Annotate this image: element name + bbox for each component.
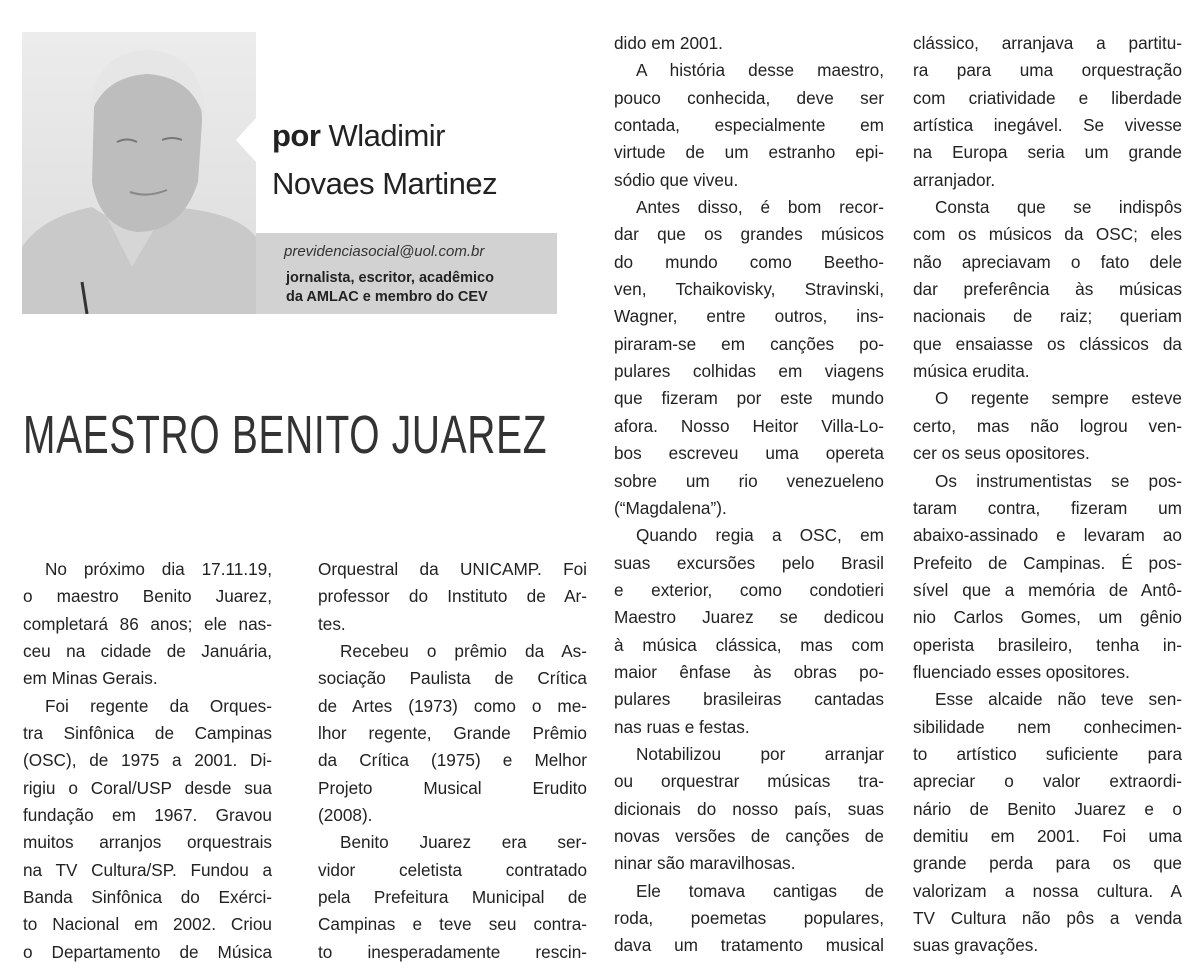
text-line: to Nacional em 2002. Criou xyxy=(23,914,272,935)
text-line: operista brasileiro, tenha in- xyxy=(913,634,1182,655)
text-line: música erudita. xyxy=(913,361,1030,382)
text-line: nacionais de raiz; queriam xyxy=(913,306,1182,327)
text-line: Campinas e teve seu contra- xyxy=(318,914,587,935)
text-line: Consta que se indispôs xyxy=(935,197,1182,218)
text-line: Notabilizou por arranjar xyxy=(636,743,884,764)
text-line: e exterior, como condotieri xyxy=(614,579,884,600)
text-line: No próximo dia 17.11.19, xyxy=(45,559,272,579)
author-last-name: Novaes Martinez xyxy=(272,166,498,201)
text-line: to inesperadamente rescin- xyxy=(318,941,587,962)
text-line: bos escreveu uma opereta xyxy=(614,443,884,464)
author-bio xyxy=(286,269,494,307)
text-line: ninar são maravilhosas. xyxy=(614,853,796,874)
paragraph xyxy=(913,385,1182,467)
text-line: Os instrumentistas se pos- xyxy=(935,470,1182,491)
text-line: com os músicos da OSC; eles xyxy=(913,224,1182,245)
author-byline xyxy=(272,112,497,208)
text-line: Quando regia a OSC, em xyxy=(636,525,884,546)
text-line: sódio que viveu. xyxy=(614,169,739,190)
text-line: ceu na cidade de Januária, xyxy=(23,641,272,662)
text-line: arranjador. xyxy=(913,169,996,190)
text-line: Ele tomava cantigas de xyxy=(636,880,884,901)
text-line: Antes disso, é bom recor- xyxy=(636,197,884,218)
text-line: contada, especialmente em xyxy=(614,115,884,136)
text-line: à música clássica, mas com xyxy=(614,634,884,655)
text-line: novas versões de canções de xyxy=(614,825,884,846)
paragraph xyxy=(614,522,884,741)
text-line: sibilidade nem conhecimen- xyxy=(913,716,1182,737)
text-line: valorizam a nossa cultura. A xyxy=(913,880,1182,901)
text-line: taram contra, fizeram um xyxy=(913,497,1182,518)
text-line: lhor regente, Grande Prêmio xyxy=(318,723,587,744)
author-portrait-image xyxy=(22,32,256,314)
text-line: nio Carlos Gomes, um gênio xyxy=(913,607,1182,628)
paragraph xyxy=(614,194,884,522)
text-line: clássico, arranjava a partitu- xyxy=(913,33,1182,53)
paragraph xyxy=(318,556,587,638)
text-line: Orquestral da UNICAMP. Foi xyxy=(318,559,587,579)
text-line: TV Cultura não pôs a venda xyxy=(913,908,1182,928)
paragraph xyxy=(913,468,1182,687)
article-column-4 xyxy=(913,30,1182,960)
text-line: professor do Instituto de Ar- xyxy=(318,586,587,607)
text-line: o maestro Benito Juarez, xyxy=(23,586,272,607)
text-line: dicionais do nosso país, suas xyxy=(614,798,884,819)
text-line: muitos arranjos orquestrais xyxy=(23,832,272,853)
text-line: abaixo-assinado e levaram ao xyxy=(913,525,1182,546)
paragraph xyxy=(614,30,884,57)
text-line: suas gravações. xyxy=(913,935,1039,956)
text-line: dava um tratamento musical xyxy=(614,935,884,956)
text-line: dar que os grandes músicos xyxy=(614,224,884,245)
paragraph xyxy=(614,57,884,194)
text-line: fundação em 1967. Gravou xyxy=(23,805,272,826)
text-line: Recebeu o prêmio da As- xyxy=(340,641,587,662)
text-line: maior ênfase às obras po- xyxy=(614,661,884,682)
paragraph xyxy=(318,829,587,966)
text-line: que fizeram por este mundo xyxy=(614,388,884,409)
author-first-name: Wladimir xyxy=(328,118,445,153)
text-line: certo, mas não logrou ven- xyxy=(913,415,1182,436)
author-photo xyxy=(22,32,256,314)
text-line: tes. xyxy=(318,613,346,634)
paragraph xyxy=(614,741,884,878)
byline-prefix: por xyxy=(272,118,321,153)
text-line: dido em 2001. xyxy=(614,33,723,53)
text-line: virtude de um estranho epi- xyxy=(614,142,884,163)
text-line: com criatividade e liberdade xyxy=(913,87,1182,108)
paragraph xyxy=(23,556,272,693)
text-line: pulares brasileiras cantadas xyxy=(614,689,884,710)
text-line: suas excursões pelo Brasil xyxy=(614,552,884,573)
text-line: em Minas Gerais. xyxy=(23,668,158,689)
text-line: A história desse maestro, xyxy=(636,60,884,81)
text-line: (“Magdalena”). xyxy=(614,497,727,518)
paragraph xyxy=(23,693,272,966)
text-line: dar preferência às músicas xyxy=(913,279,1182,300)
text-line: nário de Benito Juarez e o xyxy=(913,798,1182,819)
text-line: Benito Juarez era ser- xyxy=(340,832,587,853)
text-line: que ensaiasse os clássicos da xyxy=(913,333,1182,354)
text-line: Projeto Musical Erudito xyxy=(318,777,587,798)
text-line: Foi regente da Orques- xyxy=(45,695,272,716)
text-line: pela Prefeitura Municipal de xyxy=(318,887,587,908)
article-column-3 xyxy=(614,30,884,960)
text-line: da Crítica (1975) e Melhor xyxy=(318,750,587,771)
text-line: pouco conhecida, deve ser xyxy=(614,87,884,108)
text-line: nas ruas e festas. xyxy=(614,716,750,737)
photo-notch xyxy=(236,118,256,162)
text-line: cer os seus opositores. xyxy=(913,443,1090,464)
article-headline: MAESTRO BENITO JUAREZ xyxy=(23,405,548,465)
text-line: sível que a memória de Antô- xyxy=(913,579,1182,600)
paragraph xyxy=(913,686,1182,959)
text-line: (2008). xyxy=(318,805,373,826)
text-line: não apreciavam o fato dele xyxy=(913,251,1182,272)
text-line: rigiu o Coral/USP desde sua xyxy=(23,777,272,798)
author-bio-line: da AMLAC e membro do CEV xyxy=(286,289,488,305)
text-line: to artístico suficiente para xyxy=(913,743,1182,764)
author-email[interactable]: previdenciasocial@uol.com.br xyxy=(284,243,485,260)
text-line: Esse alcaide não teve sen- xyxy=(935,689,1182,710)
text-line: piraram-se em canções po- xyxy=(614,333,884,354)
text-line: vidor celetista contratado xyxy=(318,859,587,880)
text-line: na Europa seria um grande xyxy=(913,142,1182,163)
text-line: do mundo como Beetho- xyxy=(614,251,884,272)
text-line: afora. Nosso Heitor Villa-Lo- xyxy=(614,415,884,436)
text-line: completará 86 anos; ele nas- xyxy=(23,613,272,634)
text-line: fluenciado esses opositores. xyxy=(913,661,1130,682)
text-line: o Departamento de Música xyxy=(23,941,272,962)
text-line: tra Sinfônica de Campinas xyxy=(23,723,272,744)
text-line: roda, poemetas populares, xyxy=(614,908,884,928)
text-line: de Artes (1973) como o me- xyxy=(318,695,587,716)
text-line: na TV Cultura/SP. Fundou a xyxy=(23,859,272,880)
text-line: ra para uma orquestração xyxy=(913,60,1182,81)
paragraph xyxy=(913,194,1182,385)
text-line: grande perda para os que xyxy=(913,853,1182,874)
paragraph xyxy=(318,638,587,829)
article-column-1 xyxy=(23,556,272,966)
article-column-2 xyxy=(318,556,587,966)
author-bio-line: jornalista, escritor, acadêmico xyxy=(286,270,494,286)
text-line: (OSC), de 1975 a 2001. Di- xyxy=(23,750,272,771)
text-line: O regente sempre esteve xyxy=(935,388,1182,409)
text-line: Prefeito de Campinas. É pos- xyxy=(913,552,1182,573)
text-line: pulares colhidas em viagens xyxy=(614,361,884,382)
paragraph xyxy=(614,878,884,960)
text-line: artística inegável. Se vivesse xyxy=(913,115,1182,136)
author-info-box xyxy=(256,233,557,314)
text-line: Maestro Juarez se dedicou xyxy=(614,607,884,628)
text-line: sobre um rio venezueleno xyxy=(614,470,884,491)
text-line: Wagner, entre outros, ins- xyxy=(614,306,884,327)
text-line: apreciar o valor extraordi- xyxy=(913,771,1182,792)
text-line: Banda Sinfônica do Exérci- xyxy=(23,887,272,908)
text-line: sociação Paulista de Crítica xyxy=(318,668,587,689)
text-line: ven, Tchaikovisky, Stravinski, xyxy=(614,279,884,300)
text-line: demitiu em 2001. Foi uma xyxy=(913,825,1182,846)
paragraph xyxy=(913,30,1182,194)
text-line: ou orquestrar músicas tra- xyxy=(614,771,884,792)
